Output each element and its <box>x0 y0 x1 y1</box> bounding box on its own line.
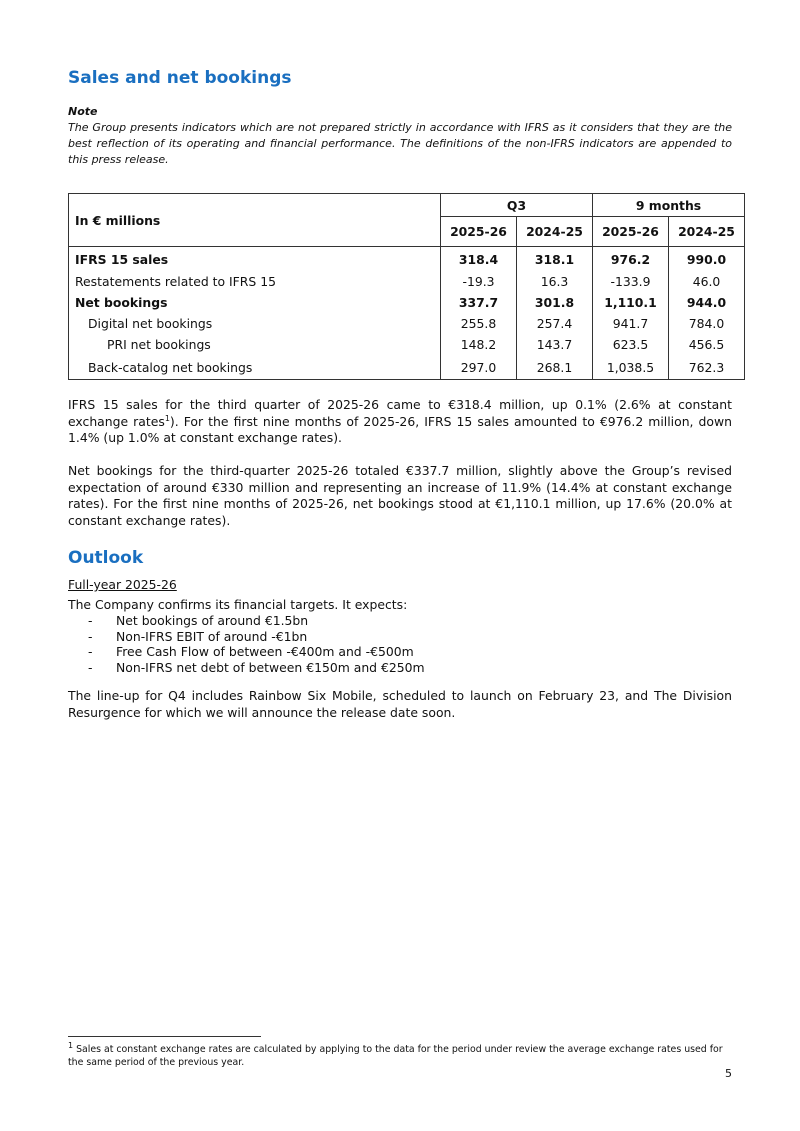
footnote-text: Sales at constant exchange rates are calculated by applying to the data for the period under review the average exchange rates used for the same period of the previous year. <box>68 1044 723 1068</box>
row-label: IFRS 15 sales <box>69 247 441 272</box>
cell-value: 257.4 <box>517 313 593 334</box>
footnote <box>68 1040 732 1069</box>
period-header: 2024-25 <box>669 217 745 247</box>
cell-value: -19.3 <box>441 271 517 292</box>
sales-table <box>68 193 745 380</box>
period-header: 2025-26 <box>441 217 517 247</box>
cell-value: 976.2 <box>593 247 669 272</box>
cell-value: 318.1 <box>517 247 593 272</box>
row-label: PRI net bookings <box>69 334 441 355</box>
group-header-9months: 9 months <box>593 194 745 217</box>
table-row <box>69 313 745 334</box>
cell-value: 268.1 <box>517 355 593 380</box>
table-row <box>69 247 745 272</box>
section-heading-sales: Sales and net bookings <box>68 68 292 88</box>
list-item-text: Net bookings of around €1.5bn <box>116 613 309 628</box>
table-row <box>69 292 745 313</box>
cell-value: 784.0 <box>669 313 745 334</box>
note-title: Note <box>68 105 98 118</box>
cell-value: 944.0 <box>669 292 745 313</box>
footnote-ref: 1 <box>164 413 170 423</box>
paragraph-lineup: The line-up for Q4 includes Rainbow Six Mobile, scheduled to launch on February 23, and The Division Resurgence for which we will announce the release date soon. <box>68 688 732 720</box>
cell-value: 456.5 <box>669 334 745 355</box>
table-corner-header: In € millions <box>69 194 441 247</box>
table-row <box>69 334 745 355</box>
bullet-dash: - <box>88 613 93 628</box>
note-block <box>68 104 732 168</box>
cell-value: 16.3 <box>517 271 593 292</box>
row-label: Back-catalog net bookings <box>69 355 441 380</box>
list-item <box>88 660 425 676</box>
cell-value: 301.8 <box>517 292 593 313</box>
text: IFRS 15 sales for the third quarter of 2025-26 came to €318.4 million, up 0.1% (2.6% at constant exchange rates <box>68 397 732 429</box>
list-item <box>88 613 425 629</box>
period-header: 2025-26 <box>593 217 669 247</box>
row-label: Digital net bookings <box>69 313 441 334</box>
bullet-dash: - <box>88 659 93 675</box>
subheading-full-year: Full-year 2025-26 <box>68 577 177 592</box>
period-header: 2024-25 <box>517 217 593 247</box>
bullet-dash: - <box>88 644 93 659</box>
outlook-intro: The Company confirms its financial targets. It expects: <box>68 597 408 612</box>
cell-value: 318.4 <box>441 247 517 272</box>
cell-value: 46.0 <box>669 271 745 292</box>
cell-value: 148.2 <box>441 334 517 355</box>
cell-value: 297.0 <box>441 355 517 380</box>
list-item-text: Non-IFRS EBIT of around -€1bn <box>116 628 308 644</box>
targets-list <box>88 613 425 675</box>
cell-value: 255.8 <box>441 313 517 334</box>
list-item <box>88 644 425 660</box>
page-number: 5 <box>725 1067 732 1080</box>
list-item-text: Non-IFRS net debt of between €150m and €250m <box>116 659 425 675</box>
row-label: Restatements related to IFRS 15 <box>69 271 441 292</box>
paragraph-net-bookings: Net bookings for the third-quarter 2025-26 totaled €337.7 million, slightly above the Group’s revised expectation of around €330 million and representing an increase of 11.9% (14.4% at constant exchange rates). For the first nine months of 2025-26, net bookings stood at €1,110.1 million, up 17.6% (20.0% at constant exchange rates). <box>68 463 732 528</box>
cell-value: 990.0 <box>669 247 745 272</box>
list-item <box>88 629 425 645</box>
group-header-q3: Q3 <box>441 194 593 217</box>
table-row <box>69 355 745 380</box>
note-text: The Group presents indicators which are not prepared strictly in accordance with IFRS as it considers that they are the best reflection of its operating and financial performance. The definitions of the non-IFRS indicators are appended to this press release. <box>68 121 732 166</box>
paragraph-ifrs-sales <box>68 397 732 447</box>
cell-value: -133.9 <box>593 271 669 292</box>
row-label: Net bookings <box>69 292 441 313</box>
text: ). For the first nine months of 2025-26, IFRS 15 sales amounted to €976.2 million, down 1.4% (up 1.0% at constant exchange rates). <box>68 413 732 445</box>
cell-value: 1,038.5 <box>593 355 669 380</box>
cell-value: 337.7 <box>441 292 517 313</box>
footnote-marker: 1 <box>68 1040 74 1050</box>
cell-value: 762.3 <box>669 355 745 380</box>
list-item-text: Free Cash Flow of between -€400m and -€500m <box>116 644 414 659</box>
cell-value: 1,110.1 <box>593 292 669 313</box>
bullet-dash: - <box>88 628 93 644</box>
cell-value: 143.7 <box>517 334 593 355</box>
cell-value: 623.5 <box>593 334 669 355</box>
table-row <box>69 271 745 292</box>
footnote-divider <box>68 1036 261 1037</box>
section-heading-outlook: Outlook <box>68 548 144 568</box>
cell-value: 941.7 <box>593 313 669 334</box>
